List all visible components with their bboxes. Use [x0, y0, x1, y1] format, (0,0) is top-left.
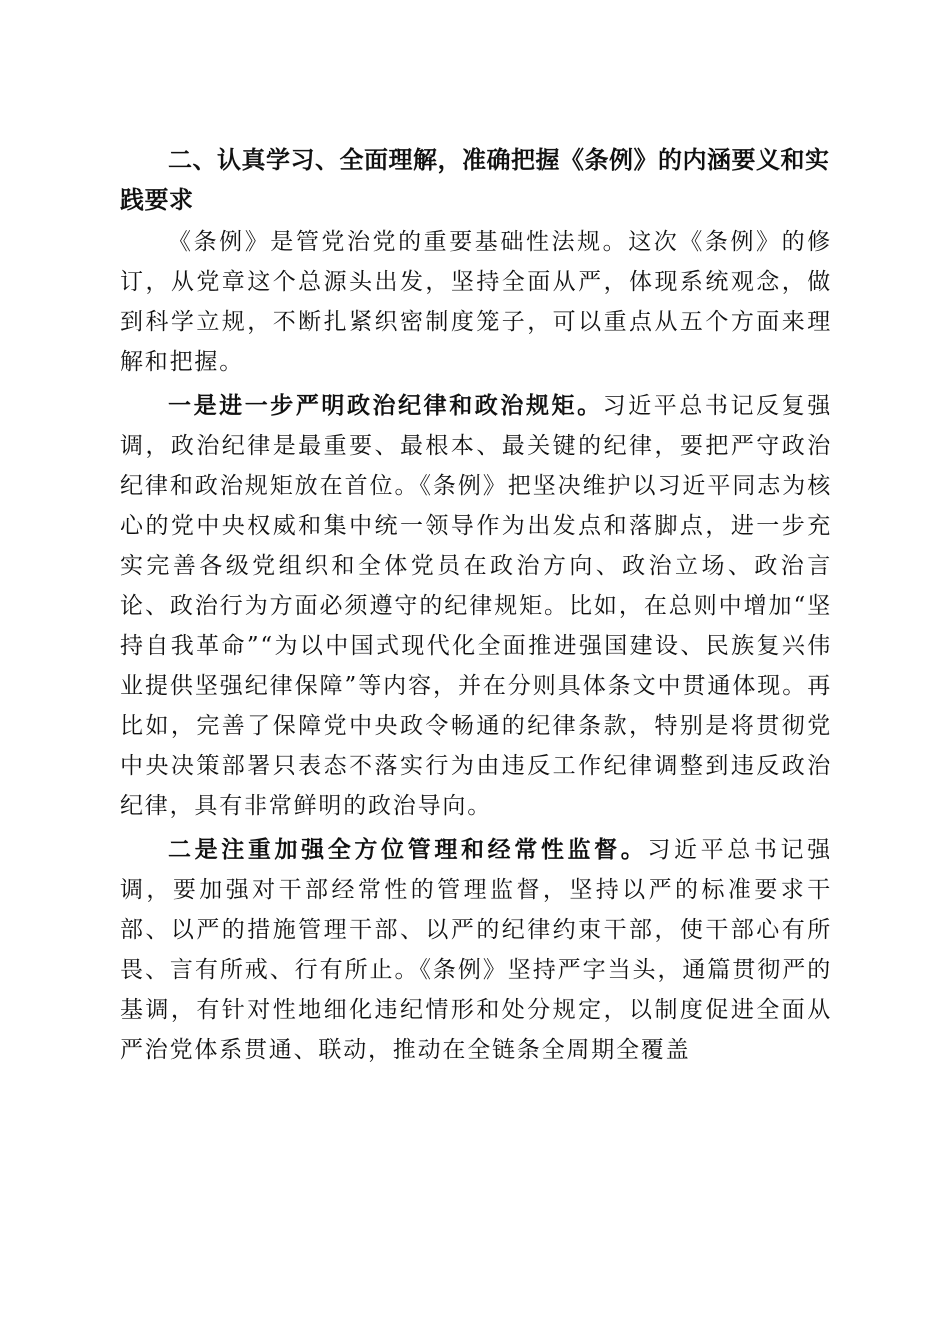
section-heading: 二、认真学习、全面理解，准确把握《条例》的内涵要义和实践要求 — [120, 146, 830, 214]
paragraph-supervision — [120, 830, 832, 1070]
paragraph-intro — [120, 222, 832, 382]
paragraph-political-discipline — [120, 386, 832, 826]
paragraph-text: 习近平总书记强调，要加强对干部经常性的管理监督，坚持以严的标准要求干部、以严的措施管理干部、以严的纪律约束干部，使干部心有所畏、言有所戒、行有所止。《条例》坚持严字当头，通篇贯彻严的基调，有针对性地细化违纪情形和处分规定，以制度促进全面从严治党体系贯通、联动，推动在全链条全周期全覆盖 — [120, 837, 832, 1063]
paragraph-text: 习近平总书记反复强调，政治纪律是最重要、最根本、最关键的纪律，要把严守政治纪律和政治规矩放在首位。《条例》把坚决维护以习近平同志为核心的党中央权威和集中统一领导作为出发点和落脚点，进一步充实完善各级党组织和全体党员在政治方向、政治立场、政治言论、政治行为方面必须遵守的纪律规矩。比如，在总则中增加“坚持自我革命”“为以中国式现代化全面推进强国建设、民族复兴伟业提供坚强纪律保障”等内容，并在分则具体条文中贯通体现。再比如，完善了保障党中央政令畅通的纪律条款，特别是将贯彻党中央决策部署只表态不落实行为由违反工作纪律调整到违反政治纪律，具有非常鲜明的政治导向。 — [120, 393, 832, 819]
paragraph-lead: 一是进一步严明政治纪律和政治规矩。 — [168, 393, 603, 419]
paragraph-lead: 二是注重加强全方位管理和经常性监督。 — [168, 837, 648, 863]
document-body — [120, 140, 832, 1074]
paragraph-text: 《条例》是管党治党的重要基础性法规。这次《条例》的修订，从党章这个总源头出发，坚持全面从严，体现系统观念，做到科学立规，不断扎紧织密制度笼子，可以重点从五个方面来理解和把握。 — [120, 229, 832, 375]
